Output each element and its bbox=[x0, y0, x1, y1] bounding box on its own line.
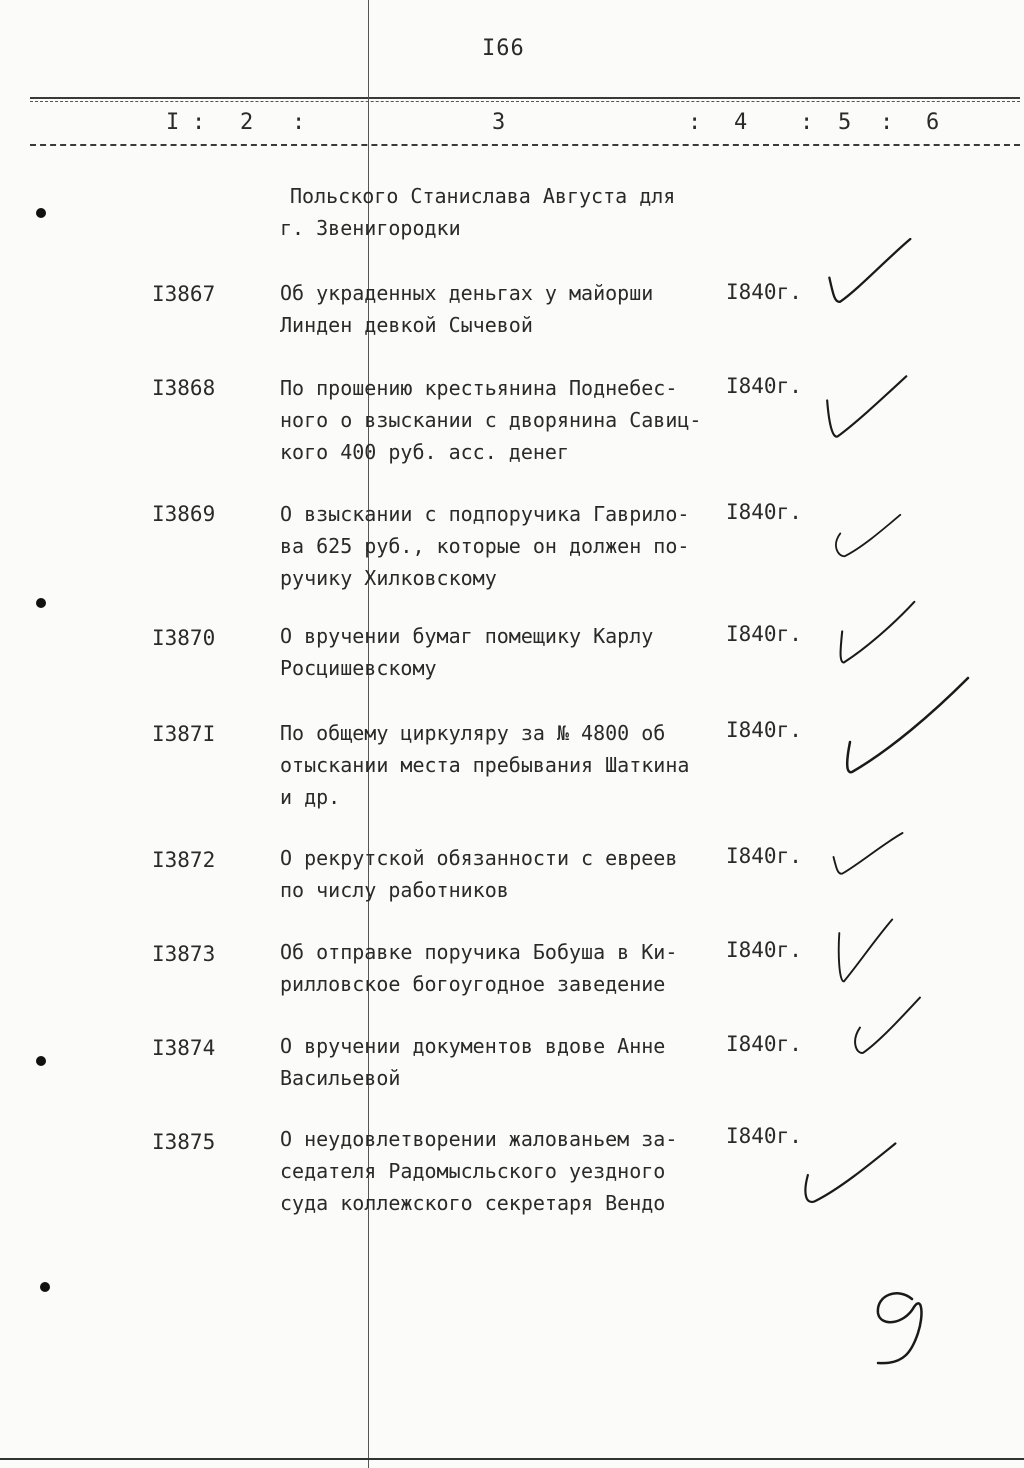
continuation-line: Польского Станислава Августа для bbox=[290, 184, 676, 208]
record-year: I840г. bbox=[726, 280, 802, 304]
record-description bbox=[280, 372, 720, 468]
description-line: по числу работников bbox=[280, 878, 509, 902]
column-separator: : bbox=[800, 110, 814, 135]
description-line: О рекрутской обязанности с евреев bbox=[280, 846, 678, 870]
description-line: О вручении бумаг помещику Карлу bbox=[280, 624, 654, 648]
punch-hole-icon bbox=[36, 208, 46, 218]
record-number: I3870 bbox=[152, 626, 216, 650]
column-header-2: 2 bbox=[240, 110, 254, 135]
description-line: отыскании места пребывания Шаткина bbox=[280, 753, 690, 777]
header-rule-top bbox=[30, 97, 1020, 99]
column-header-1: I bbox=[166, 110, 180, 135]
description-line: суда коллежского секретаря Вендо bbox=[280, 1191, 666, 1215]
column-separator: : bbox=[880, 110, 894, 135]
punch-hole-icon bbox=[36, 1056, 46, 1066]
punch-hole-icon bbox=[40, 1282, 50, 1292]
record-year: I840г. bbox=[726, 1124, 802, 1148]
checkmark-icon bbox=[834, 598, 916, 668]
record-number: I3874 bbox=[152, 1036, 216, 1060]
record-number: I3869 bbox=[152, 502, 216, 526]
record-description bbox=[280, 498, 720, 594]
record-year: I840г. bbox=[726, 938, 802, 962]
record-description bbox=[280, 620, 720, 684]
folio-number bbox=[868, 1285, 938, 1375]
page-number: I66 bbox=[482, 36, 525, 61]
column-separator: : bbox=[688, 110, 702, 135]
record-description bbox=[280, 1123, 720, 1219]
record-number: I387I bbox=[152, 722, 216, 746]
description-line: кого 400 руб. асс. денег bbox=[280, 440, 569, 464]
record-number: I3867 bbox=[152, 282, 216, 306]
column-separator: : bbox=[192, 110, 206, 135]
description-line: рилловское богоугодное заведение bbox=[280, 972, 666, 996]
checkmark-icon bbox=[840, 676, 970, 776]
checkmark-icon bbox=[822, 236, 914, 312]
column-header-3: 3 bbox=[492, 110, 506, 135]
description-line: ного о взыскании с дворянина Савиц- bbox=[280, 408, 702, 432]
record-description bbox=[280, 936, 720, 1000]
description-line: ручику Хилковскому bbox=[280, 566, 497, 590]
record-number: I3868 bbox=[152, 376, 216, 400]
description-line: Об украденных деньгах у майорши bbox=[280, 281, 654, 305]
record-year: I840г. bbox=[726, 844, 802, 868]
description-line: и др. bbox=[280, 785, 341, 809]
description-line: По общему циркуляру за № 4800 об bbox=[280, 721, 666, 745]
punch-hole-icon bbox=[36, 598, 46, 608]
description-line: Васильевой bbox=[280, 1066, 401, 1090]
description-line: седателя Радомысльского уездного bbox=[280, 1159, 666, 1183]
record-description bbox=[280, 277, 720, 341]
description-line: О неудовлетворении жалованьем за- bbox=[280, 1127, 678, 1151]
page-bottom-edge bbox=[0, 1458, 1024, 1460]
checkmark-icon bbox=[828, 512, 904, 562]
record-year: I840г. bbox=[726, 500, 802, 524]
checkmark-icon bbox=[850, 996, 922, 1056]
record-description bbox=[280, 842, 720, 906]
record-description bbox=[280, 717, 720, 813]
checkmark-icon bbox=[800, 1140, 898, 1210]
checkmark-icon bbox=[834, 918, 896, 986]
header-rule-top-dashed bbox=[30, 101, 1020, 102]
record-description bbox=[280, 1030, 720, 1094]
record-year: I840г. bbox=[726, 718, 802, 742]
record-year: I840г. bbox=[726, 1032, 802, 1056]
column-separator: : bbox=[292, 110, 306, 135]
column-header-5: 5 bbox=[838, 110, 852, 135]
description-line: О взыскании с подпоручика Гаврило- bbox=[280, 502, 690, 526]
record-number: I3875 bbox=[152, 1130, 216, 1154]
record-year: I840г. bbox=[726, 622, 802, 646]
column-header-6: 6 bbox=[926, 110, 940, 135]
checkmark-icon bbox=[830, 830, 906, 878]
column-header-4: 4 bbox=[734, 110, 748, 135]
description-line: По прошению крестьянина Поднебес- bbox=[280, 376, 678, 400]
description-line: Об отправке поручика Бобуша в Ки- bbox=[280, 940, 678, 964]
continuation-line: г. Звенигородки bbox=[280, 216, 461, 240]
record-number: I3872 bbox=[152, 848, 216, 872]
record-number: I3873 bbox=[152, 942, 216, 966]
description-line: ва 625 руб., которые он должен по- bbox=[280, 534, 690, 558]
description-line: Росцишевскому bbox=[280, 656, 437, 680]
record-year: I840г. bbox=[726, 374, 802, 398]
description-line: Линден девкой Сычевой bbox=[280, 313, 533, 337]
header-rule-bottom bbox=[30, 144, 1020, 146]
checkmark-icon bbox=[822, 374, 908, 444]
description-line: О вручении документов вдове Анне bbox=[280, 1034, 666, 1058]
